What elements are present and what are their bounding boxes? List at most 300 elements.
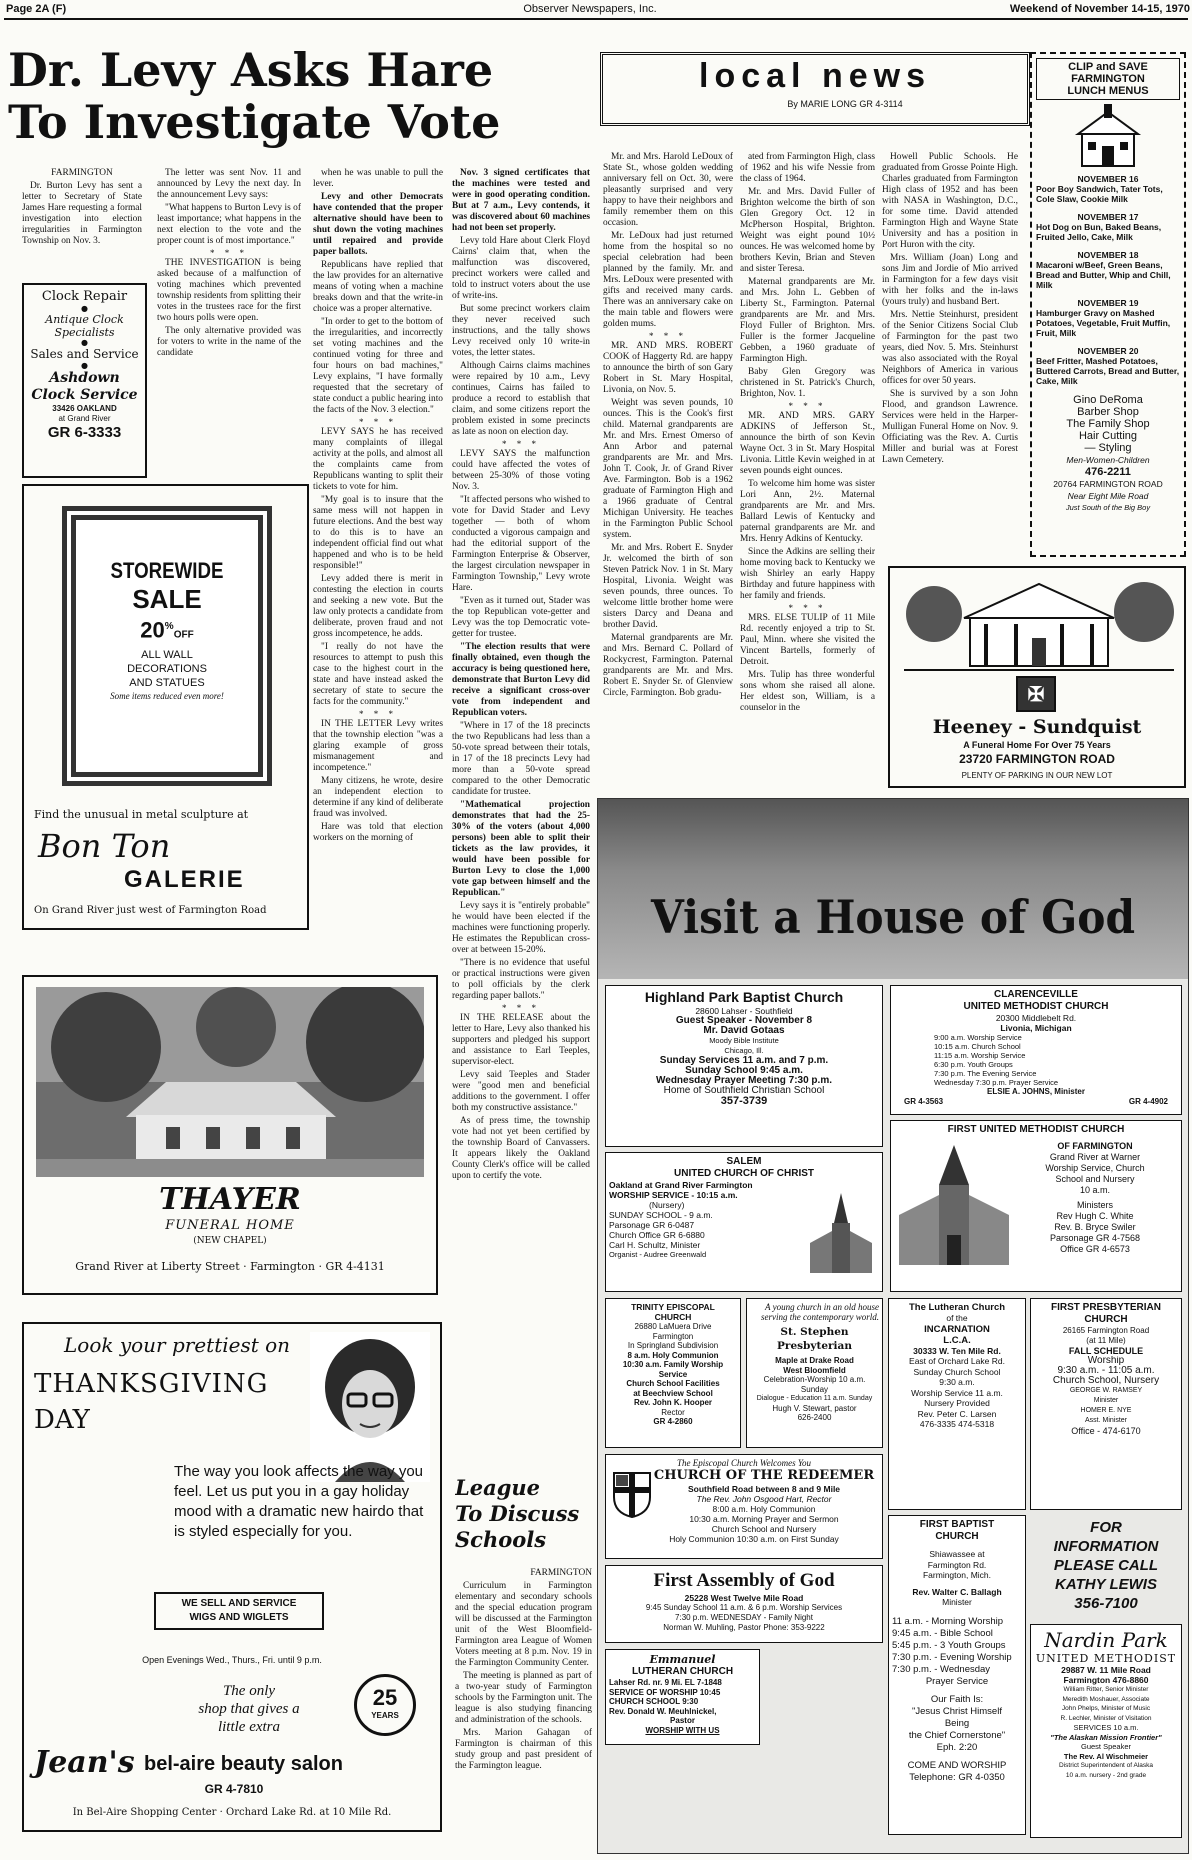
clock-ad-line: Specialists — [54, 326, 115, 339]
story-paragraph: "Where in 17 of the 18 precincts the two Republicans had less than a 50-vote spread between their totals, in 17 of the 18 precincts Levy had more than a 50-vote spread compared to the other Democratic candidate for trustee. — [452, 721, 590, 797]
clock-ad-line: Sales and Service — [30, 347, 139, 361]
beauty-only-line: shop that gives a — [198, 1701, 300, 1717]
church-line: Sunday School 9:45 a.m. — [685, 1066, 803, 1076]
church-line: (at 11 Mile) — [1086, 1336, 1126, 1345]
wig-service-line: WIGS AND WIGLETS — [189, 1612, 289, 1623]
heeney-sundquist-ad — [888, 566, 1186, 788]
story-paragraph: "It affected persons who wished to vote for David Stader and Levy together — both of whom conducted a vigorous campaign and had the editorial support of the Farmington Enterprise & Observer, the largest circulation newspaper in Farmington Township," Levy wrote Hare. — [452, 495, 590, 593]
church-line: The Rev. Al Wischmeier — [1063, 1751, 1149, 1761]
barber-line: The Family Shop — [1066, 418, 1150, 430]
church-line: Rev. Walter C. Ballagh — [912, 1586, 1002, 1597]
church-service: 10:15 a.m. Church School — [934, 1042, 1021, 1051]
thayer-address: Grand River at Liberty Street · Farmington · GR 4-4131 — [75, 1260, 385, 1273]
church-line: 20300 Middlebelt Rd. — [995, 1013, 1077, 1023]
church-info-box — [1030, 1518, 1182, 1618]
news-paragraph: Mr. LeDoux had just returned home from the hospital so no special celebration had been planned by the family. Mr. and Mrs. LeDoux were presented with gifts and received many cards. There was an anniversary cake on the main table and flowers were golden mums. — [603, 231, 733, 329]
news-paragraph: MRS. ELSE TULIP of 11 Mile Rd. recently enjoyed a trip to St. Paul, Minn. where she visited the Vincent Bartells, formerly of Detroit. — [740, 613, 875, 667]
lunch-menu-item: Hamburger Gravy on Mashed Potatoes, Vegetable, Fruit Muffin, Fruit, Milk — [1036, 308, 1171, 338]
church-service: 7:30 p.m. The Evening Service — [934, 1069, 1037, 1078]
church-line: 9:30 a.m. — [939, 1377, 975, 1387]
church-line: Oakland at Grand River Farmington — [609, 1180, 753, 1190]
church-first-presbyterian — [1030, 1298, 1182, 1510]
church-line: Farmington 476-8860 — [1063, 1675, 1149, 1685]
galerie-tagline: Find the unusual in metal sculpture at — [34, 808, 249, 821]
church-line: Organist - Audree Greenwald — [609, 1250, 707, 1259]
sale-note: Some items reduced even more! — [110, 691, 224, 702]
church-phone: Office - 474-6170 — [1071, 1426, 1141, 1436]
lunch-date: NOVEMBER 18 — [1077, 250, 1139, 260]
church-line: 10:30 a.m. Morning Prayer and Sermon — [689, 1514, 839, 1524]
beauty-day: DAY — [34, 1405, 90, 1435]
lunch-header: FARMINGTON — [1071, 73, 1145, 85]
church-line: Shiawassee at — [929, 1549, 985, 1559]
barber-phone: 476-2211 — [1085, 466, 1131, 478]
story-paragraph: The only alternative provided was for voters to write in the name of the candidate — [157, 326, 301, 358]
banner-title: Visit a House of God — [650, 890, 1136, 944]
church-line: 25228 West Twelve Mile Road — [684, 1593, 804, 1603]
lunch-menu-item: Beef Fritter, Mashed Potatoes, Buttered Carrots, Bread and Butter, Cake, Milk — [1036, 356, 1180, 386]
church-line: 10:30 a.m. Family Worship — [622, 1360, 724, 1369]
church-emmanuel-lutheran — [605, 1649, 760, 1745]
lunch-date: NOVEMBER 16 — [1077, 174, 1139, 184]
lunch-menu-item: Hot Dog on Bun, Baked Beans, Fruited Jello, Cake, Milk — [1036, 222, 1162, 242]
story-paragraph: IN THE LETTER Levy writes that the township election "was a glaring example of gross mismanagement and incompetence." — [313, 719, 443, 773]
news-paragraph: ated from Farmington High, class of 1962 and his wife Nessie from the class of 1964. — [740, 152, 875, 184]
news-paragraph: To welcome him home was sister Lori Ann, 2½. Maternal grandparents are Mr. and Mrs. Ballard Lewis of Kentucky and paternal grandparents are Mr. and Mrs. Henry Adkins of Kentucky. — [740, 479, 875, 544]
church-line: Office GR 4-6573 — [1060, 1244, 1130, 1254]
info-line: KATHY LEWIS — [1055, 1576, 1157, 1593]
news-paragraph: Weight was seven pounds, 10 ounces. This is the Cook's first child. Maternal grandparents are Mr. and Mrs. Ernest Omerso of Ann Arbor and paternal grandparents are Mr. and Mrs. John T. Cook, Jr. of Grand River Ave. Farmington. Bob is a 1962 graduate of Farmington High and a 1966 graduate of Central Michigan University. He teaches in the Farmington Public School system. — [603, 398, 733, 540]
story-quote: "What happens to Burton Levy is of least importance; what happens in the next election to the vote and the proper count is of most importance." — [157, 203, 301, 246]
barber-line: — Styling — [1084, 442, 1132, 454]
church-line: HOMER E. NYE — [1080, 1407, 1132, 1414]
barber-line: Just South of the Big Boy — [1065, 503, 1151, 512]
church-line: Rev. Peter C. Larsen — [917, 1408, 997, 1419]
story-paragraph: But some precinct workers claim they never received such instructions, and the tally shows Levy received only 10 write-in votes, the letter states. — [452, 304, 590, 358]
story-paragraph: Levy and other Democrats have contended that the proper alternative should have been to shut down the voting machines until repaired and provide paper ballots. — [313, 192, 443, 257]
news-paragraph: Maternal grandparents are Mr. and Mrs. Bernard C. Pollard of Rockycrest, Farmington. Paternal grandparents are Mr. and Mrs. Robert E. Snyder Sr. of Glenview Circle, Farmington. Bob gradu- — [603, 633, 733, 698]
local-news-header — [600, 52, 1030, 126]
church-service: 5:45 p.m. - 3 Youth Groups — [892, 1639, 1006, 1651]
news-paragraph: Mrs. Tulip has three wonderful sons whom she raised all alone. Her eldest son, William, is a counselor in the — [740, 670, 875, 713]
church-line: Celebration-Worship 10 a.m. — [763, 1375, 866, 1384]
page-number: Page 2A (F) — [6, 3, 67, 15]
badge-number: 25 — [372, 1685, 398, 1710]
church-service: 11:15 a.m. Worship Service — [934, 1051, 1026, 1060]
church-line: Parsonage GR 6-0487 — [609, 1220, 695, 1230]
church-name: Highland Park Baptist Church — [644, 989, 844, 1005]
picture-frame — [62, 506, 272, 786]
news-paragraph: Mrs. William (Joan) Long and sons Jim and Jordie of Mio arrived in Farmington for a few days visit with her folks and the in-laws (yours truly) and husband Bert. — [882, 253, 1018, 307]
clock-ad-line: at Grand River — [58, 414, 111, 423]
badge-years: YEARS — [371, 1711, 399, 1720]
church-name: Emmanuel — [649, 1653, 716, 1666]
story-paragraph: IN THE RELEASE about the letter to Hare, Levy also thanked his supporters and pledged his support and assistance to Earl Teeples, supervisor-elect. — [452, 1013, 590, 1067]
church-of-the-redeemer — [605, 1454, 883, 1559]
church-line: Worship Service, Church — [1045, 1163, 1145, 1173]
model-photo — [310, 1332, 430, 1482]
headline-line-1: Dr. Levy Asks Hare — [8, 44, 494, 96]
hs-monogram: ✠ — [1016, 676, 1056, 712]
church-line: Hugh V. Stewart, pastor — [772, 1403, 857, 1413]
heeney-line: A Funeral Home For Over 75 Years — [963, 740, 1111, 750]
church-line: the Chief Cornerstone" — [908, 1729, 1006, 1741]
main-headline — [8, 44, 598, 156]
church-line: SERVICES 10 a.m. — [1073, 1723, 1139, 1732]
lunch-header: LUNCH MENUS — [1067, 85, 1149, 97]
church-line: 26165 Farmington Road — [1062, 1326, 1150, 1335]
church-service: 9:45 a.m. - Bible School — [892, 1627, 993, 1639]
story-paragraph: Nov. 3 signed certificates that the machines were tested and were in good operating condition. But at 7 a.m., Levy contends, it was discovered about 60 machines had not been set properly. — [452, 168, 590, 233]
church-line: Livonia, Michigan — [1000, 1023, 1072, 1033]
wig-service-line: WE SELL AND SERVICE — [181, 1598, 297, 1609]
separator-dot: ● — [81, 304, 88, 313]
barber-line: Barber Shop — [1077, 406, 1139, 418]
barber-line: Near Eight Mile Road — [1067, 491, 1149, 501]
league-headline-line: To Discuss — [455, 1501, 580, 1526]
separator-dot: ● — [81, 361, 88, 370]
church-name: Nardin Park — [1044, 1628, 1168, 1652]
thayer-funeral-ad — [22, 975, 438, 1295]
church-line: Moody Bible Institute — [709, 1036, 779, 1045]
church-line: SERVICE OF WORSHIP 10:45 — [609, 1687, 721, 1697]
news-paragraph: Howell Public Schools. He graduated from Grosse Pointe High. Charles graduated from Farmington High class of 1952 and has been with NASA in Washington, D.C., for some time. David attended Farmington High and Wayne State University and has a position in Port Huron with the city. — [882, 152, 1018, 250]
beauty-script-line: Look your prettiest on — [64, 1333, 291, 1357]
church-line: Rector — [661, 1407, 685, 1417]
church-line: West Bloomfield — [783, 1365, 846, 1375]
local-news-title: local news — [699, 57, 931, 95]
league-headline — [455, 1475, 595, 1565]
church-line: Asst. Minister — [1084, 1417, 1127, 1424]
church-service: 9:00 a.m. Worship Service — [934, 1033, 1022, 1042]
church-phone: Telephone: GR 4-0350 — [909, 1771, 1005, 1783]
news-paragraph: Baby Glen Gregory was christened in St. Patrick's Church, Brighton, Nov. 1. — [740, 367, 875, 399]
church-line: In Springland Subdivision — [627, 1341, 719, 1350]
church-line: Dialogue - Education 11 a.m. Sunday — [756, 1395, 873, 1402]
church-line: 8:00 a.m. Holy Communion — [712, 1504, 816, 1514]
separator-stars: * * * — [502, 439, 540, 449]
church-lutheran-incarnation — [888, 1298, 1026, 1510]
church-line: Home of Southfield Christian School — [663, 1086, 825, 1096]
story-paragraph: Although Cairns claims machines were repaired by 10 a.m., Levy continues, Cairns has failed to produce a record to establish that claim, and some citizens report the problem existed in some precincts as late as noon on election day. — [452, 361, 590, 437]
church-line: Church School and Nursery — [711, 1524, 817, 1534]
clock-ad-title: Clock Repair — [41, 289, 128, 304]
church-building-drawing — [899, 1145, 1009, 1265]
church-line: Guest Speaker - November 8 — [675, 1016, 813, 1026]
church-line: Sunday Services 11 a.m. and 7 p.m. — [659, 1056, 829, 1066]
church-name: UNITED METHODIST — [1035, 1652, 1177, 1665]
separator-stars: * * * — [788, 603, 827, 613]
salon-address: In Bel-Aire Shopping Center · Orchard Lake Rd. at 10 Mile Rd. — [72, 1807, 392, 1818]
church-line: Farmington, Mich. — [922, 1570, 992, 1580]
church-line: Rev. John K. Hooper — [633, 1398, 713, 1407]
church-name: LUTHERAN CHURCH — [631, 1666, 734, 1677]
beauty-only — [174, 1682, 324, 1736]
church-service: Wednesday 7:30 p.m. Prayer Service — [934, 1078, 1059, 1087]
church-trinity-episcopal — [605, 1298, 741, 1448]
story-paragraph: "My goal is to insure that the same mess will not happen in future elections. And the best way to do this is to have an independent official find out what happened and who is to be held responsible!" — [313, 495, 443, 571]
episcopal-shield-icon — [612, 1471, 652, 1519]
beauty-only-line: little extra — [217, 1719, 281, 1735]
barber-name: Gino DeRoma — [1073, 394, 1143, 406]
heeney-name: Heeney - Sundquist — [932, 716, 1142, 738]
separator-stars: * * * — [502, 1003, 540, 1013]
story-paragraph: Levy says it is "entirely probable" he would have been elected if the machines were functioning properly. He estimates the Republican cross-over at between 15-20%. — [452, 901, 590, 955]
church-name: INCARNATION — [924, 1323, 990, 1335]
church-line: Ministers — [1076, 1200, 1113, 1210]
church-first-united-methodist — [890, 1120, 1182, 1292]
church-line: 26880 LaMuera Drive — [634, 1322, 712, 1331]
church-steeple-drawing — [806, 1193, 876, 1273]
beauty-salon-ad — [22, 1322, 442, 1832]
church-line: Service — [658, 1369, 688, 1379]
church-phone: 626-2400 — [797, 1413, 832, 1422]
lunch-menu-box — [1030, 52, 1186, 557]
church-line: Our Faith Is: — [930, 1693, 984, 1705]
sale-line: AND STATUES — [129, 677, 205, 690]
sale-percent-number: 20 — [140, 617, 165, 643]
church-line: COME AND WORSHIP — [907, 1759, 1007, 1771]
story-paragraph: LEVY SAYS he has received many complaints of illegal activity at the polls, and almost all the complaints came from Republicans wanting to split their tickets to vote for him. — [313, 427, 443, 492]
clock-ad-line: Antique Clock — [45, 313, 124, 326]
church-phone: GR 4-4902 — [1128, 1097, 1168, 1106]
story-paragraph: Hare was told that election workers on the morning of — [313, 822, 443, 843]
funeral-home-drawing — [904, 574, 1174, 674]
church-line: 10 a.m. nursery - 2nd grade — [1065, 1771, 1147, 1779]
church-line: Church Office GR 6-6880 — [609, 1230, 705, 1240]
league-headline-line: Schools — [455, 1527, 547, 1552]
church-line: Lahser Rd. nr. 9 Mi. EL 7-1848 — [609, 1678, 722, 1687]
story-paragraph: Dr. Burton Levy has sent a letter to Secretary of State James Hare requesting a formal investigation into election irregularities in Farmington Township on Nov. 3. — [22, 181, 142, 246]
church-line: Minister — [942, 1597, 972, 1607]
local-news-column-1 — [603, 152, 733, 802]
salon-name: bel-aire beauty salon — [144, 1753, 343, 1775]
church-line: at Beechview School — [633, 1388, 713, 1398]
publisher: Observer Newspapers, Inc. — [523, 3, 657, 15]
separator-stars: * * * — [788, 401, 827, 411]
church-line: Carl H. Schultz, Minister — [609, 1240, 701, 1250]
local-news-byline: By MARIE LONG GR 4-3114 — [787, 99, 903, 109]
clock-ad-phone: GR 6-3333 — [47, 424, 122, 441]
church-line: Sunday — [800, 1384, 829, 1394]
church-line: The Rev. John Osgood Hart, Rector — [696, 1494, 832, 1504]
thayer-name: THAYER — [159, 1182, 301, 1217]
church-service: 6:30 p.m. Youth Groups — [934, 1060, 1013, 1069]
church-line: Holy Communion 10:30 a.m. on First Sunday — [669, 1534, 839, 1544]
story-paragraph: The letter was sent Nov. 11 and announced by Levy the next day. In the announcement Levy says: — [157, 168, 301, 200]
church-line: East of Orchard Lake Rd. — [909, 1356, 1005, 1366]
headline-line-2: To Investigate Vote — [8, 96, 501, 148]
church-line: (Nursery) — [649, 1200, 685, 1210]
story-paragraph: Curriculum in Farmington elementary and secondary schools and the special education program will be discussed at the Farmington unit of the West Bloomfield-Farmington area League of Women Voters meeting at 8 p.m. Nov. 19 in the Farmington Community Center. — [455, 1581, 592, 1668]
dateline: FARMINGTON — [530, 1568, 592, 1578]
church-line: Grand River at Warner — [1049, 1152, 1141, 1162]
church-line: Chicago, Ill. — [724, 1046, 764, 1055]
story-paragraph: "There is no evidence that useful or practical instructions were given to poll officials by the clerk regarding paper ballots." — [452, 958, 590, 1001]
news-paragraph: MR. AND MRS. ROBERT COOK of Haggerty Rd. are happy to announce the birth of son Gary Robert in St. Mary Hospital, Livonia, on Nov. 5. — [603, 341, 733, 395]
heeney-address: 23720 FARMINGTON ROAD — [959, 752, 1115, 766]
church-phone: GR 4-3563 — [904, 1097, 944, 1106]
church-line: Mr. David Gotaas — [703, 1026, 785, 1036]
news-paragraph: Mr. and Mrs. Harold LeDoux of State St., whose golden wedding anniversary fell on Oct. 30, were pleasantly surprised and very happy to have their neighbors and family remember them on this occasion. — [603, 152, 733, 228]
church-name: First Assembly of God — [653, 1570, 835, 1591]
church-name: CHURCH OF THE REDEEMER — [653, 1468, 875, 1483]
church-line: Meredith Moshauer, Associate — [1062, 1695, 1150, 1703]
story-paragraph: Mrs. Marion Gahagan of Farmington is chairman of this study group and past president of the Farmington league. — [455, 1728, 592, 1771]
church-highland-park — [605, 985, 883, 1147]
church-line: Farmington Rd. — [927, 1559, 987, 1570]
church-name: FIRST BAPTIST — [919, 1519, 995, 1530]
beauty-hours: Open Evenings Wed., Thurs., Fri. until 9 p.m. — [142, 1655, 322, 1665]
church-line: Farmington — [652, 1331, 694, 1341]
story-paragraph: Levy told Hare about Clerk Floyd Cairns' claim that, when the malfunction was discovered, precinct workers were called and told to instruct voters about the use of write-ins. — [452, 236, 590, 301]
sale-line: ALL WALL — [141, 649, 193, 662]
church-name: CHURCH — [654, 1312, 692, 1322]
church-line: OF FARMINGTON — [1057, 1141, 1133, 1151]
story-paragraph: Levy added there is merit in contesting the election in courts and seeking a new vote. But the law only protects a candidate from deliberate, proven fraud and not gross incompetence, he adds. — [313, 574, 443, 639]
news-paragraph: Mr. and Mrs. Robert E. Snyder Jr. welcomed the birth of son Steven Patrick Nov. 1 in St. Mary Hospital, Livonia. Weight was seven pounds, three ounces. To welcome little brother home were sisters Darcy and Deana and brother David. — [603, 543, 733, 630]
wig-service-box — [154, 1592, 324, 1630]
league-headline-line: League — [455, 1475, 541, 1500]
clock-ad-name: Ashdown — [49, 370, 120, 386]
clock-repair-ad — [22, 283, 147, 478]
church-line: Church School, Nursery — [1052, 1376, 1160, 1386]
separator-dot: ● — [81, 338, 88, 347]
beauty-only-line: The only — [222, 1683, 276, 1699]
league-story — [455, 1568, 592, 1854]
story-paragraph: Republicans have replied that the law provides for an alternative means of voting when a machine breaks down and that the write-in choice was a proper alternative. — [313, 260, 443, 314]
dateline: FARMINGTON — [51, 168, 113, 178]
church-name: UNITED CHURCH OF CHRIST — [674, 1168, 814, 1179]
chapel-photo — [36, 987, 424, 1177]
church-line: Eph. 2:20 — [936, 1741, 978, 1753]
news-paragraph: Maternal grandparents are Mr. and Mrs. John L. Gebben of Liberty St., Farmington. Paternal grandparents are Mr. and Mrs. Floyd Fuller of Brighton. Mrs. Fuller is the former Jacqueline Gebben, a 1960 graduate of Farmington High. — [740, 277, 875, 364]
church-salem — [605, 1152, 883, 1292]
story-paragraph: The meeting is planned as part of a two-year study of Farmington schools by the Farmington unit. The league is also studying financing and administration of the schools. — [455, 1671, 592, 1725]
sale-percent-sign: % — [164, 621, 174, 632]
church-line: Rev Hugh C. White — [1056, 1211, 1134, 1221]
church-line: Norman W. Muhling, Pastor Phone: 353-9222 — [663, 1623, 825, 1632]
schoolhouse-icon — [1068, 104, 1148, 170]
church-line: Southfield Road between 8 and 9 Mile — [687, 1484, 841, 1494]
church-line: FALL SCHEDULE — [1068, 1346, 1144, 1356]
church-phone: 476-3335 474-5318 — [919, 1419, 995, 1429]
church-line: CHURCH SCHOOL 9:30 — [609, 1697, 699, 1706]
church-line: 10 a.m. — [1079, 1185, 1110, 1195]
church-line: Nursery Provided — [924, 1398, 990, 1408]
sale-line-1: STOREWIDE — [110, 558, 224, 583]
story-column-1 — [22, 168, 142, 278]
clock-ad-address: 33426 OAKLAND — [52, 404, 117, 413]
beauty-thanksgiving: THANKSGIVING — [34, 1369, 269, 1399]
church-name: L.C.A. — [943, 1334, 971, 1346]
church-line: 9:30 a.m. - 11:05 a.m. — [1057, 1366, 1155, 1376]
sale-line: DECORATIONS — [127, 663, 207, 676]
church-line: Worship — [1087, 1356, 1125, 1366]
lunch-header: CLIP and SAVE — [1068, 61, 1148, 73]
info-line: PLEASE CALL — [1053, 1557, 1159, 1574]
church-name: CLARENCEVILLE — [994, 989, 1078, 1000]
heeney-parking: PLENTY OF PARKING IN OUR NEW LOT — [961, 771, 1113, 780]
lunch-menu-item: Poor Boy Sandwich, Tater Tots, Cole Slaw, Cookie Milk — [1036, 184, 1163, 204]
church-line: 9:45 Sunday School 11 a.m. & 6 p.m. Worship Services — [645, 1603, 843, 1612]
church-service: Prayer Service — [925, 1675, 989, 1687]
story-column-4 — [452, 168, 590, 1488]
church-line: Minister — [1093, 1397, 1119, 1404]
galerie-script-name: Bon Ton — [38, 827, 171, 865]
sale-percent — [76, 614, 258, 648]
issue-date: Weekend of November 14-15, 1970 — [1009, 3, 1190, 15]
salon-script-name: Jean's — [34, 1745, 135, 1780]
church-line: District Superintendent of Alaska — [1059, 1762, 1153, 1769]
church-service: 7:30 p.m. - Wednesday — [892, 1663, 991, 1675]
thayer-chapel: (NEW CHAPEL) — [193, 1236, 267, 1246]
church-nardin-park — [1030, 1624, 1182, 1838]
story-paragraph: Many citizens, he wrote, desire an independent election to determine if any kind of deliberate fraud was involved. — [313, 776, 443, 819]
lunch-date: NOVEMBER 19 — [1077, 298, 1139, 308]
church-line: School and Nursery — [1055, 1174, 1135, 1184]
local-news-column-3 — [882, 152, 1018, 572]
lunch-date: NOVEMBER 20 — [1077, 346, 1139, 356]
barber-address: 20764 FARMINGTON ROAD — [1053, 479, 1163, 489]
story-paragraph: Levy said Teeples and Stader were "good men and beneficial additions to the government. I offer both my constructive assistance." — [452, 1070, 590, 1113]
church-line: Pastor — [670, 1716, 695, 1725]
church-phone: 357-3739 — [720, 1096, 768, 1106]
info-line: INFORMATION — [1053, 1538, 1159, 1555]
separator-stars: * * * — [359, 709, 397, 719]
church-line: 30333 W. Ten Mile Rd. — [913, 1345, 1001, 1356]
church-first-assembly-of-god — [605, 1565, 883, 1643]
church-line: Sunday Church School — [913, 1366, 1001, 1377]
church-line: WORSHIP SERVICE - 10:15 a.m. — [609, 1190, 738, 1200]
church-name: FIRST PRESBYTERIAN — [1050, 1302, 1161, 1313]
separator-stars: * * * — [359, 417, 397, 427]
salon-phone: GR 4-7810 — [204, 1782, 264, 1796]
church-line: Parsonage GR 4-7568 — [1049, 1233, 1141, 1243]
story-column-3 — [313, 168, 443, 978]
galerie-location: On Grand River just west of Farmington Road — [34, 905, 267, 916]
masthead-rule — [4, 18, 1188, 20]
church-line: The Episcopal Church Welcomes You — [677, 1458, 811, 1468]
church-line: 28600 Lahser - Southfield — [695, 1006, 793, 1016]
church-slogan: A young church in an old house serving the contemporary world. — [761, 1302, 879, 1322]
church-name: CHURCH — [1084, 1314, 1128, 1325]
church-line: R. Lechler, Minister of Visitation — [1060, 1714, 1152, 1722]
news-paragraph: Since the Adkins are selling their home moving back to Kentucky we wish Shirley an early Happy Birthday and future happiness with her family and friends. — [740, 547, 875, 601]
church-line: John Phelps, Minister of Music — [1061, 1705, 1151, 1712]
barber-ad — [1036, 394, 1180, 514]
anniversary-badge — [354, 1674, 416, 1736]
church-line: "Jesus Christ Himself — [912, 1705, 1002, 1717]
church-name: TRINITY EPISCOPAL — [631, 1302, 715, 1312]
church-line: SUNDAY SCHOOL - 9 a.m. — [609, 1210, 713, 1220]
story-paragraph: "I really do not have the resources to attempt to push this case to the highest court in the state and have instead asked the secretary of state to secure the facts for the community." — [313, 642, 443, 707]
story-paragraph: "In order to get to the bottom of the irregularities, and incorrectly set voting machines and the continued voting for three and four hours on bad machines," Levy explains, "I have formally requested that the secretary of state conduct a public hearing into the facts of the Nov. 3 election." — [313, 317, 443, 415]
news-paragraph: Mrs. Nettie Steinhurst, president of the Senior Citizens Social Club of Farmington for the past two years, died Nov. 5. Mrs. Steinhurst was also associated with the Royal Neighbors of America in various offices for over 50 years. — [882, 310, 1018, 386]
church-line: Rev. Donald W. Meuhlnickel, — [609, 1706, 717, 1716]
church-service: 11 a.m. - Morning Worship — [892, 1615, 1004, 1627]
separator-stars: * * * — [649, 331, 687, 341]
church-name: The Lutheran Church — [908, 1302, 1006, 1313]
church-line: GEORGE W. RAMSEY — [1069, 1387, 1143, 1394]
church-first-baptist — [888, 1515, 1026, 1835]
sale-off: OFF — [173, 629, 194, 641]
local-news-column-2 — [740, 152, 875, 802]
church-st-stephen-presbyterian — [746, 1298, 883, 1448]
church-clarenceville — [890, 985, 1182, 1115]
church-line: "The Alaskan Mission Frontier" — [1050, 1732, 1162, 1742]
church-line: Worship Service 11 a.m. — [911, 1387, 1003, 1398]
